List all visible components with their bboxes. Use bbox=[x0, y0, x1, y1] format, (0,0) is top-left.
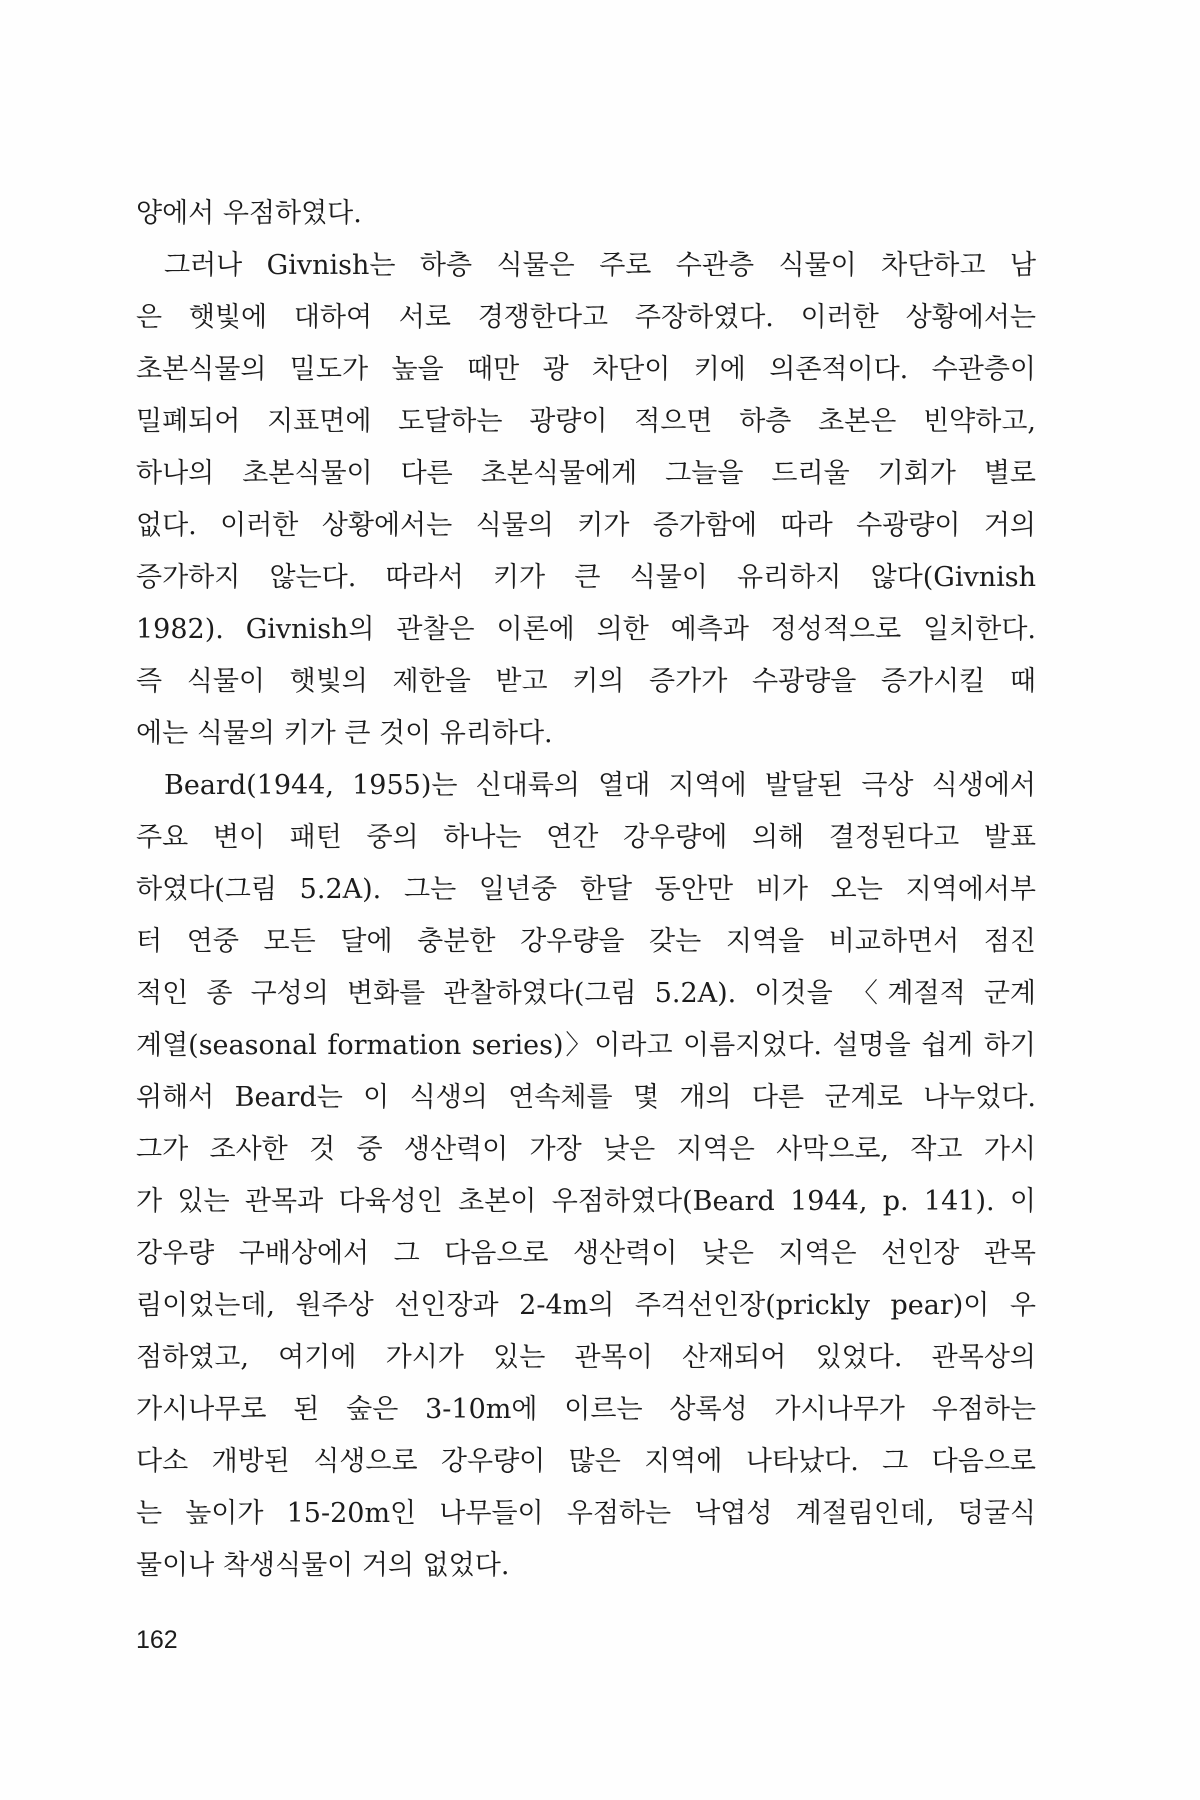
text-line: 에는 식물의 키가 큰 것이 유리하다. bbox=[136, 718, 553, 749]
text-line: 강우량 구배상에서 그 다음으로 생산력이 낮은 지역은 선인장 관목 bbox=[136, 1238, 1036, 1269]
text-line: 하나의 초본식물이 다른 초본식물에게 그늘을 드리울 기회가 별로 bbox=[136, 458, 1036, 489]
text-line: 위해서 Beard는 이 식생의 연속체를 몇 개의 다른 군계로 나누었다. bbox=[136, 1082, 1036, 1113]
text-line: 초본식물의 밀도가 높을 때만 광 차단이 키에 의존적이다. 수관층이 bbox=[136, 354, 1036, 385]
text-line: 는 높이가 15-20m인 나무들이 우점하는 낙엽성 계절림인데, 덩굴식 bbox=[136, 1498, 1036, 1529]
text-line: 양에서 우점하였다. bbox=[136, 198, 362, 229]
text-line: 즉 식물이 햇빛의 제한을 받고 키의 증가가 수광량을 증가시킬 때 bbox=[136, 666, 1036, 697]
text-line: 적인 종 구성의 변화를 관찰하였다(그림 5.2A). 이것을 〈계절적 군계 bbox=[136, 978, 1036, 1009]
text-line: 가 있는 관목과 다육성인 초본이 우점하였다(Beard 1944, p. 141). 이 bbox=[136, 1186, 1036, 1217]
text-line: 다소 개방된 식생으로 강우량이 많은 지역에 나타났다. 그 다음으로 bbox=[136, 1446, 1036, 1477]
text-line: 은 햇빛에 대하여 서로 경쟁한다고 주장하였다. 이러한 상황에서는 bbox=[136, 302, 1036, 333]
text-line: 물이나 착생식물이 거의 없었다. bbox=[136, 1550, 510, 1581]
text-line: 주요 변이 패턴 중의 하나는 연간 강우량에 의해 결정된다고 발표 bbox=[136, 822, 1036, 853]
text-line: 가시나무로 된 숲은 3-10m에 이르는 상록성 가시나무가 우점하는 bbox=[136, 1394, 1036, 1425]
text-line: 밀폐되어 지표면에 도달하는 광량이 적으면 하층 초본은 빈약하고, bbox=[136, 406, 1036, 437]
text-line: 1982). Givnish의 관찰은 이론에 의한 예측과 정성적으로 일치한다. bbox=[136, 614, 1036, 645]
text-line: 하였다(그림 5.2A). 그는 일년중 한달 동안만 비가 오는 지역에서부 bbox=[136, 874, 1036, 905]
text-line: 터 연중 모든 달에 충분한 강우량을 갖는 지역을 비교하면서 점진 bbox=[136, 926, 1036, 957]
text-line: 점하였고, 여기에 가시가 있는 관목이 산재되어 있었다. 관목상의 bbox=[136, 1342, 1036, 1373]
text-line: Beard(1944, 1955)는 신대륙의 열대 지역에 발달된 극상 식생에서 bbox=[164, 770, 1036, 801]
text-line: 그가 조사한 것 중 생산력이 가장 낮은 지역은 사막으로, 작고 가시 bbox=[136, 1134, 1036, 1165]
body-text bbox=[136, 188, 1036, 1592]
text-line: 그러나 Givnish는 하층 식물은 주로 수관층 식물이 차단하고 남 bbox=[164, 250, 1036, 281]
text-line: 계열(seasonal formation series)〉이라고 이름지었다. 설명을 쉽게 하기 bbox=[136, 1030, 1036, 1061]
text-line: 없다. 이러한 상황에서는 식물의 키가 증가함에 따라 수광량이 거의 bbox=[136, 510, 1036, 541]
page-number: 162 bbox=[136, 1626, 178, 1654]
text-line: 증가하지 않는다. 따라서 키가 큰 식물이 유리하지 않다(Givnish bbox=[136, 562, 1036, 593]
text-line: 림이었는데, 원주상 선인장과 2-4m의 주걱선인장(prickly pear)이 우 bbox=[136, 1290, 1036, 1321]
